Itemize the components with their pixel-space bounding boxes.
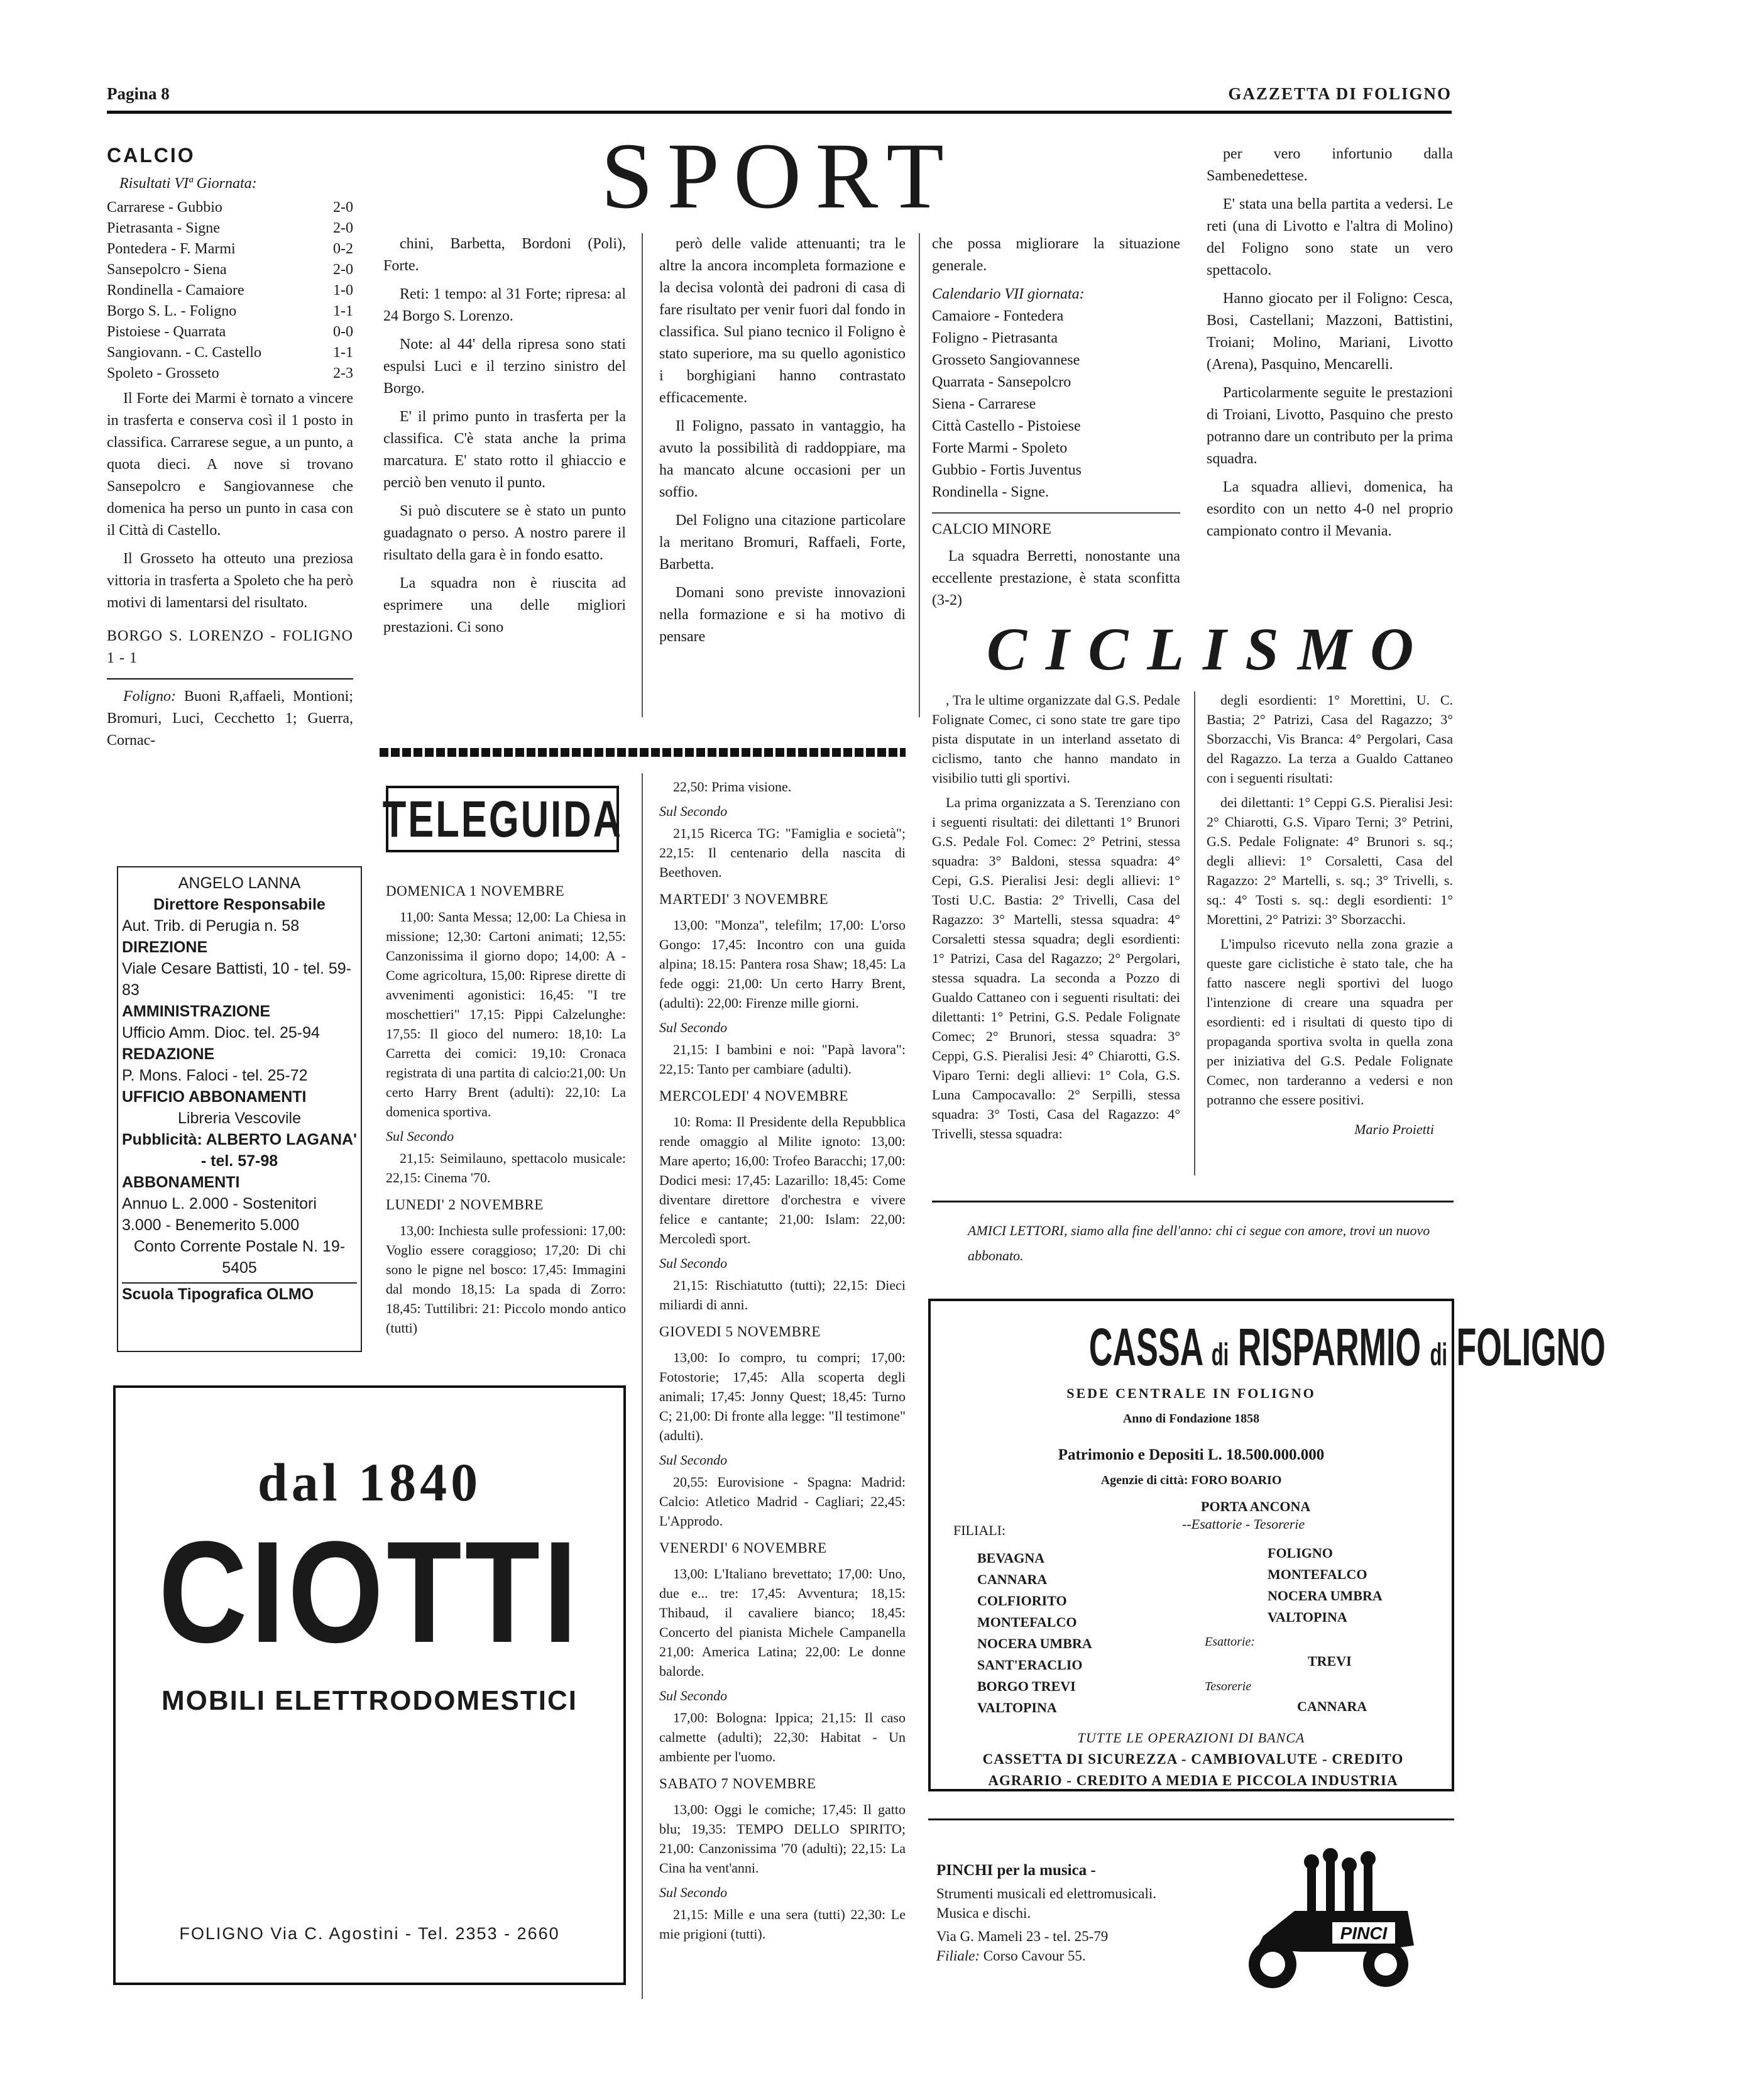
masthead-credits <box>117 866 362 1352</box>
match-heading: BORGO S. LORENZO - FOLIGNO 1 - 1 <box>107 628 353 666</box>
listing-text: 17,00: Bologna: Ippica; 21,15: Il caso calmette (adulti); 22,30: Habitat - Un ambiente per l'uomo. <box>659 1710 906 1764</box>
listing-text: 21,15: Mille e una sera (tutti) 22,30: Le mie prigioni (tutti). <box>659 1906 906 1942</box>
result-row <box>107 218 353 239</box>
listing-text: 22,50: Prima visione. <box>673 779 792 795</box>
teleguida-logo <box>382 786 623 852</box>
lineup-text: Buoni R,affaeli, Montioni; Bromuri, Luci, Cecchetto 1; Guerra, Cornac- <box>107 688 354 749</box>
printer: Scuola Tipografica OLMO <box>122 1282 357 1305</box>
branch: NOCERA UMBRA <box>977 1636 1092 1651</box>
bank-name-part: RISPARMIO <box>1237 1318 1422 1377</box>
paragraph: Del Foligno una citazione particolare la meritano Bromuri, Raffaeli, Forte, Barbetta. <box>659 512 906 573</box>
paragraph: Si può discutere se è stato un punto guadagnato o perso. A nostro parere il risultato della gara è in fondo esatto. <box>383 503 626 563</box>
author: Mario Proietti <box>1354 1121 1434 1137</box>
paragraph: E' stata una bella partita a vedersi. Le reti (una di Livotto e l'altra di Molino) del Foligno sono state un vero spettacolo. <box>1207 196 1453 278</box>
listing-text: 21,15 Ricerca TG: "Famiglia e società"; 22,15: Il centenario della nascita di Beethoven. <box>659 825 906 880</box>
result-match: Sansepolcro - Siena <box>107 261 227 278</box>
listing-text: 13,00: L'Italiano brevettato; 17,00: Uno, due e... tre: 17,45: Avventura; 18,15: Thibaud, il cavaliere bianco; 18,45: Concerto del pianista Michele Campanella 21,00: America Latina; 22,00: Le donne balorde. <box>659 1566 906 1679</box>
pinchi-logo-text: PINCI <box>1340 1923 1388 1943</box>
result-row <box>107 239 353 260</box>
article-col2 <box>383 233 626 645</box>
listing-day: MARTEDI' 3 NOVEMBRE <box>659 891 829 907</box>
pubblicita: Pubblicità: ALBERTO LAGANA' - tel. 57-98 <box>122 1131 357 1170</box>
bank-seat: SEDE CENTRALE IN FOLIGNO <box>1066 1385 1316 1401</box>
results-subtitle: Risultati VIª Giornata: <box>119 175 257 192</box>
result-match: Pietrasanta - Signe <box>107 220 220 236</box>
result-match: Borgo S. L. - Foligno <box>107 303 237 319</box>
result-match: Carrarese - Gubbio <box>107 199 222 216</box>
listing-text: 13,00: Io compro, tu compri; 17,00: Fotostorie; 17,45: Alla scoperta degli animali; 17,45: Jonny Quest; 18,45: Turno C; 21,00: Di fronte alla legge: "Il testimone" (adulti). <box>659 1350 906 1443</box>
paragraph: Il Foligno, passato in vantaggio, ha avuto la possibilità di raddoppiare, ma ha mancato alcune occasioni per un soffio. <box>659 418 906 500</box>
paragraph: L'impulso ricevuto nella zona grazie a queste gare ciclistiche è stato tale, che ha fatto nascere negli sportivi del luogo l'intenzione di creare una squadra per esordienti: ed i risultati di questo tipo di propaganda sportiva svolta in quella zona per iniziativa del G.S. Pedale Folignate Comec, non tarderanno a vedersi e non potranno che essere positivi. <box>1207 936 1453 1108</box>
tesorerie-label: Tesorerie <box>1205 1680 1252 1693</box>
branch: SANT'ERACLIO <box>977 1657 1083 1673</box>
listing-text: 13,00: Inchiesta sulle professioni: 17,00: Voglio essere coraggioso; 17,20: Di chi sono le pigne nel bosco: 17,45: Immagini dal mondo 18,15: La spada di Zorro: 18,45: Tuttilibri: 21: Piccolo mondo antico (tutti) <box>386 1223 626 1336</box>
branch: BEVAGNA <box>977 1550 1045 1566</box>
esattorie-tesorerie: --Esattorie - Tesorerie <box>1182 1516 1305 1532</box>
listing-day: VENERDI' 6 NOVEMBRE <box>659 1540 827 1556</box>
result-score: 1-1 <box>333 303 353 319</box>
listing-text: 20,55: Eurovisione - Spagna: Madrid: Calcio: Atletico Madrid - Cagliari; 22,45: L'Approdo. <box>659 1474 906 1529</box>
porta-ancona: PORTA ANCONA <box>1201 1499 1311 1514</box>
result-score: 1-0 <box>333 282 353 299</box>
result-score: 2-0 <box>333 261 353 278</box>
listing-day: DOMENICA 1 NOVEMBRE <box>386 883 565 899</box>
article-col4 <box>932 233 1180 618</box>
section-title: SPORT <box>601 124 958 228</box>
pinchi-car-logo <box>1238 1842 1427 1993</box>
paragraph: Il Grosseto ha otteuto una preziosa vittoria in trasferta a Spoleto che ha però motivi di lamentarsi del risultato. <box>107 551 353 611</box>
direzione-text: Viale Cesare Battisti, 10 - tel. 59-83 <box>122 960 351 999</box>
calcio-column <box>107 145 353 752</box>
pinchi-line: Strumenti musicali ed elettromusicali. <box>936 1886 1157 1901</box>
branch-value: Corso Cavour 55. <box>983 1948 1086 1964</box>
listing-text: 21,15: Rischiatutto (tutti); 22,15: Dieci miliardi di anni. <box>659 1277 906 1312</box>
article-col3 <box>659 233 906 654</box>
listing-sub: Sul Secondo <box>386 1128 454 1144</box>
page-number: Pagina 8 <box>107 84 170 103</box>
result-row <box>107 363 353 384</box>
branch: COLFIORITO <box>977 1593 1067 1609</box>
column-divider <box>1194 691 1195 1175</box>
pinchi-branch <box>936 1946 1207 1966</box>
bank-name-part: CASSA <box>1088 1318 1203 1377</box>
branch: BORGO TREVI <box>977 1678 1076 1694</box>
ufficio-heading: UFFICIO ABBONAMENTI <box>122 1088 307 1106</box>
filiali-label: FILIALI: <box>953 1522 1006 1538</box>
amministrazione-text: Ufficio Amm. Dioc. tel. 25-94 <box>122 1024 320 1042</box>
paragraph: degli esordienti: 1° Morettini, U. C. Bastia; 2° Patrizi, Casa del Ragazzo; 3° Sborzacchi, Vis Branca: 4° Pergolari, Casa del Ragazzo. La terza a Gualdo Cattaneo con i seguenti risultati: <box>1207 692 1453 786</box>
postal-account: Conto Corrente Postale N. 19-5405 <box>133 1238 346 1277</box>
listing-sub: Sul Secondo <box>659 1020 728 1035</box>
listing-text: 21,15: I bambini e noi: "Papà lavora": 22,15: Tanto per cambiare (adulti). <box>659 1042 906 1077</box>
calendar-match: Città Castello - Pistoiese <box>932 418 1081 434</box>
bank-name-part: di <box>1211 1337 1229 1372</box>
result-match: Rondinella - Camaiore <box>107 282 244 299</box>
result-row <box>107 301 353 322</box>
listing-text: 21,15: Seimilauno, spettacolo musicale: 22,15: Cinema '70. <box>386 1150 626 1186</box>
pinchi-address: Via G. Mameli 23 - tel. 25-79 <box>936 1928 1109 1944</box>
teleguida-logo-text: TELEGUIDA <box>382 790 623 848</box>
result-row <box>107 260 353 280</box>
column-divider <box>919 233 920 717</box>
paragraph: La squadra non è riuscita ad esprimere una delle migliori prestazioni. Ci sono <box>383 575 626 635</box>
tv-listings-b <box>659 777 906 1949</box>
result-match: Pistoiese - Quarrata <box>107 324 226 340</box>
dotted-divider <box>380 748 906 757</box>
bank-founded: Anno di Fondazione 1858 <box>1122 1412 1260 1426</box>
paragraph: La squadra Berretti, nonostante una eccellente prestazione, è stata sconfitta (3-2) <box>932 548 1180 608</box>
abbonamenti-text: Annuo L. 2.000 - Sostenitori 3.000 - Benemerito 5.000 <box>122 1195 317 1234</box>
calendar-match: Forte Marmi - Spoleto <box>932 440 1068 456</box>
ufficio-text: Libreria Vescovile <box>178 1109 301 1127</box>
result-row <box>107 322 353 343</box>
result-row <box>107 343 353 363</box>
calendar-match: Rondinella - Signe. <box>932 484 1049 500</box>
result-score: 0-0 <box>333 324 353 340</box>
result-row <box>107 197 353 218</box>
listing-sub: Sul Secondo <box>659 1452 728 1468</box>
cassa-risparmio-ad <box>928 1299 1606 1791</box>
director-name: ANGELO LANNA <box>178 874 301 892</box>
listing-day: GIOVEDI 5 NOVEMBRE <box>659 1324 821 1340</box>
paragraph: Note: al 44' della ripresa sono stati espulsi Luci e il terzino sinistro del Borgo. <box>383 336 626 397</box>
paragraph: La prima organizzata a S. Terenziano con i seguenti risultati: dei dilettanti 1° Brunori G.S. Pedale Fol. Comec: 2° Petrini, stessa squadra: 3° Baldoni, stessa squadra: 4° Cepi, G.S. Pieralisi Jesi: degli allievi: 1° Tosti U.C. Bastia: 2° Trivelli, Casa del Ragazzo: 3° Martelli, stessa squadra: 4° Corsaletti stessa squadra; degli esordienti: 1° Patrizi, Casa del Ragazzo; 2° Pergolari, stessa squadra. La seconda a Pozzo di Gualdo Cattaneo con i seguenti risultati: dei dilettanti: 1° Petrini, G.S. Pedale Folignate Comec; 2° Brunori, stessa squadra: 3° Ceppi, G.S. Pieralisi Jesi: 4° Chiarotti, G.S. Viparo Terni: degli allievi: 1° Cola, G.S. Luna Campocavallo: 2° Serpilli, stessa squadra: 3° Tosti, Casa del Ragazzo: 4° Trivelli, stessa squadra: <box>932 795 1180 1142</box>
paragraph: dei dilettanti: 1° Ceppi G.S. Pieralisi Jesi: 2° Chiarotti, G.S. Viparo Terni; 3° Petrini, G.S. Pedale Folignate: 4° Brunori s. sq.; degli allievi: 1° Corsaletti, Casa del Ragazzo: 2° Martelli, s. sq.; 3° Trivelli, s. sq.: 4° Tosti s. sq.: degli esordienti: 1° Morettini, 2° Patrizi: 3° Sborzacchi. <box>1207 795 1453 927</box>
redazione-heading: REDAZIONE <box>122 1045 215 1063</box>
listing-day: SABATO 7 NOVEMBRE <box>659 1776 816 1791</box>
paragraph: Reti: 1 tempo: al 31 Forte; ripresa: al 24 Borgo S. Lorenzo. <box>383 286 626 324</box>
paragraph: Il Forte dei Marmi è tornato a vincere in trasferta e conserva così il 1 posto in classifica. Carrarese segue, a un punto, a quota dieci. A nove si trovano Sansepolcro e Sangiovannese che domenica ha perso un punto in casa con il Città di Castello. <box>107 390 353 539</box>
calendar-match: Foligno - Pietrasanta <box>932 330 1058 346</box>
result-score: 1-1 <box>333 344 353 361</box>
ciclismo-title: CICLISMO <box>987 615 1433 683</box>
listing-text: 13,00: "Monza", telefilm; 17,00: L'orso Gongo: 17,45: Incontro con una guida alpina; 18.15: Pantera rosa Shaw; 18,45: La fede oggi: 21,00: Un certo Harry Brent, (adulti): 22,00: Firenze mille giorni. <box>659 917 906 1011</box>
ciotti-address: FOLIGNO Via C. Agostini - Tel. 2353 - 2660 <box>179 1924 560 1943</box>
ciclismo-col-right <box>1207 690 1453 1140</box>
abbonamenti-heading: ABBONAMENTI <box>122 1174 240 1191</box>
direzione-heading: DIREZIONE <box>122 938 208 956</box>
paragraph: , Tra le ultime organizzate dal G.S. Pedale Folignate Comec, ci sono state tre gare tipo pista disputate in un interland assetato di ciclismo, tanto che hanno mandato in visibilio tutti gli sportivi. <box>932 692 1180 786</box>
divider <box>932 1201 1454 1202</box>
paragraph: che possa migliorare la situazione generale. <box>932 236 1180 274</box>
listing-sub: Sul Secondo <box>659 1884 728 1900</box>
result-match: Sangiovann. - C. Castello <box>107 344 261 361</box>
ciclismo-col-left <box>932 690 1180 1148</box>
calcio-heading: CALCIO <box>107 144 195 167</box>
branch: MONTEFALCO <box>977 1614 1077 1630</box>
results-table <box>107 197 353 384</box>
paragraph: La squadra allievi, domenica, ha esordito con un netto 4-0 nel proprio campionato contro il Mevania. <box>1207 479 1453 539</box>
calendar-match: Siena - Carrarese <box>932 396 1036 412</box>
calendar-match: Quarrata - Sansepolcro <box>932 374 1071 390</box>
ciotti-brand: CIOTTI <box>158 1511 581 1673</box>
tv-listings-a <box>386 874 626 1343</box>
branch: FOLIGNO <box>1268 1545 1333 1561</box>
listing-sub: Sul Secondo <box>659 1255 728 1271</box>
listing-text: 13,00: Oggi le comiche; 17,45: Il gatto blu; 19,35: TEMPO DELLO SPIRITO; 21,00: Canzonissima '70 (adulti); 22,15: La Cina ha vent'anni. <box>659 1802 906 1876</box>
bank-operations: TUTTE LE OPERAZIONI DI BANCA <box>1077 1730 1305 1746</box>
esattorie-label: Esattorie: <box>1205 1635 1255 1649</box>
result-score: 2-0 <box>333 220 353 236</box>
minor-heading: CALCIO MINORE <box>932 512 1180 541</box>
listing-text: 10: Roma: Il Presidente della Repubblica rende omaggio al Milite ignoto: 13,00: Mare aperto; 16,00: Trofeo Baracchi; 17,00: Dodici mesi: 17,45: Lazarillo: 18,45: Come diventare direttore d'orchestra e vivere felice e cantante; 21,00: Islam: 22,00: Mercoledì sport. <box>659 1114 906 1246</box>
bank-name-part: di <box>1430 1337 1448 1372</box>
registration: Aut. Trib. di Perugia n. 58 <box>122 917 300 935</box>
bank-name <box>931 1318 1606 1383</box>
divider <box>928 1818 1454 1820</box>
result-row <box>107 280 353 301</box>
lineup <box>107 686 353 752</box>
listing-sub: Sul Secondo <box>659 1688 728 1703</box>
branch: CANNARA <box>977 1571 1048 1587</box>
result-score: 0-2 <box>333 241 353 257</box>
paragraph: Domani sono previste innovazioni nella formazione e si ha motivo di pensare <box>659 585 906 645</box>
listing-sub: Sul Secondo <box>659 803 728 819</box>
listing-day: MERCOLEDI' 4 NOVEMBRE <box>659 1088 848 1104</box>
result-match: Spoleto - Grosseto <box>107 365 219 382</box>
listing-text: 11,00: Santa Messa; 12,00: La Chiesa in missione; 12,30: Cartoni animati; 12,55: Canzonissima il giorno dopo; 14,00: A - Come agricoltura, 15,00: Riprese dirette di avvenimenti agonistici: 16,45: "I tre moschettieri" 17,15: Pippi Calzelunghe: 17,55: Il gioco del numero: 18,10: La Carretta dei comici: 19,10: Cronaca registrata di una partita di calcio:21,00: Un certo Harry Brent (adulti): 22,10: La domenica sportiva. <box>386 909 626 1120</box>
paragraph: però delle valide attenuanti; tra le altre la ancora incompleta formazione e la decisa volontà dei padroni di casa di fare risultato per venir fuori dal fondo in classifica. Sul piano tecnico il Foligno è stato superiore, ma su quello agonistico i borghigiani hanno contrastato efficacemente. <box>659 236 906 406</box>
paragraph: Hanno giocato per il Foligno: Cesca, Bosi, Castellani; Mazzoni, Battistini, Troiani; Molino, Mariani, Livotto (Arena), Pasquino, Mencarelli. <box>1207 290 1453 373</box>
lineup-label: Foligno: <box>123 688 176 705</box>
calendar-title: Calendario VII giornata: <box>932 286 1085 302</box>
ciotti-ad <box>113 1385 626 1985</box>
tesorerie-value: CANNARA <box>1297 1698 1367 1714</box>
branch: NOCERA UMBRA <box>1268 1588 1383 1604</box>
paragraph: per vero infortunio dalla Sambenedettese. <box>1207 146 1453 184</box>
pinchi-ad <box>936 1861 1207 1966</box>
newspaper-name: GAZZETTA DI FOLIGNO <box>1228 84 1452 103</box>
branch-label: Filiale: <box>936 1948 980 1964</box>
bank-services: CASSETTA DI SICUREZZA - CAMBIOVALUTE - CREDITO AGRARIO - CREDITO A MEDIA E PICCOLA INDUSTRIA <box>982 1751 1404 1788</box>
column-divider <box>642 773 643 1999</box>
paragraph: E' il primo punto in trasferta per la classifica. C'è stata anche la prima marcatura. E' stato rotto il ghiaccio e perciò ben venuto il punto. <box>383 409 626 491</box>
bank-agencies: Agenzie di città: FORO BOARIO <box>1100 1473 1282 1487</box>
amici-lettori-note: AMICI LETTORI, siamo alla fine dell'anno: chi ci segue con amore, trovi un nuovo abbonato. <box>968 1223 1430 1263</box>
ciotti-tagline: MOBILI ELETTRODOMESTICI <box>162 1685 578 1716</box>
branch: VALTOPINA <box>977 1700 1057 1715</box>
paragraph: chini, Barbetta, Bordoni (Poli), Forte. <box>383 236 626 274</box>
calendar-match: Grosseto Sangiovannese <box>932 352 1080 368</box>
calendar-match: Camaiore - Fontedera <box>932 308 1064 324</box>
amministrazione-heading: AMMINISTRAZIONE <box>122 1003 271 1020</box>
calendar-match: Gubbio - Fortis Juventus <box>932 462 1082 478</box>
pinchi-title: PINCHI per la musica - <box>936 1862 1096 1879</box>
header-rule <box>107 111 1452 114</box>
bank-assets: Patrimonio e Depositi L. 18.500.000.000 <box>1058 1446 1325 1463</box>
director-role: Direttore Responsabile <box>153 896 326 913</box>
branch: MONTEFALCO <box>1268 1566 1367 1582</box>
result-match: Pontedera - F. Marmi <box>107 241 236 257</box>
result-score: 2-3 <box>333 365 353 382</box>
result-score: 2-0 <box>333 199 353 216</box>
esattorie-value: TREVI <box>1308 1653 1352 1669</box>
pinchi-line: Musica e dischi. <box>936 1905 1031 1921</box>
bank-name-part: FOLIGNO <box>1456 1318 1606 1377</box>
paragraph: Particolarmente seguite le prestazioni di Troiani, Livotto, Pasquino che presto potranno dare un contributo per la prima squadra. <box>1207 385 1453 467</box>
article-col5 <box>1207 143 1453 549</box>
divider <box>107 678 353 679</box>
column-divider <box>642 233 643 717</box>
ciotti-since: dal 1840 <box>257 1452 482 1512</box>
branch: VALTOPINA <box>1268 1609 1347 1625</box>
listing-day: LUNEDI' 2 NOVEMBRE <box>386 1197 544 1213</box>
redazione-text: P. Mons. Faloci - tel. 25-72 <box>122 1067 308 1084</box>
